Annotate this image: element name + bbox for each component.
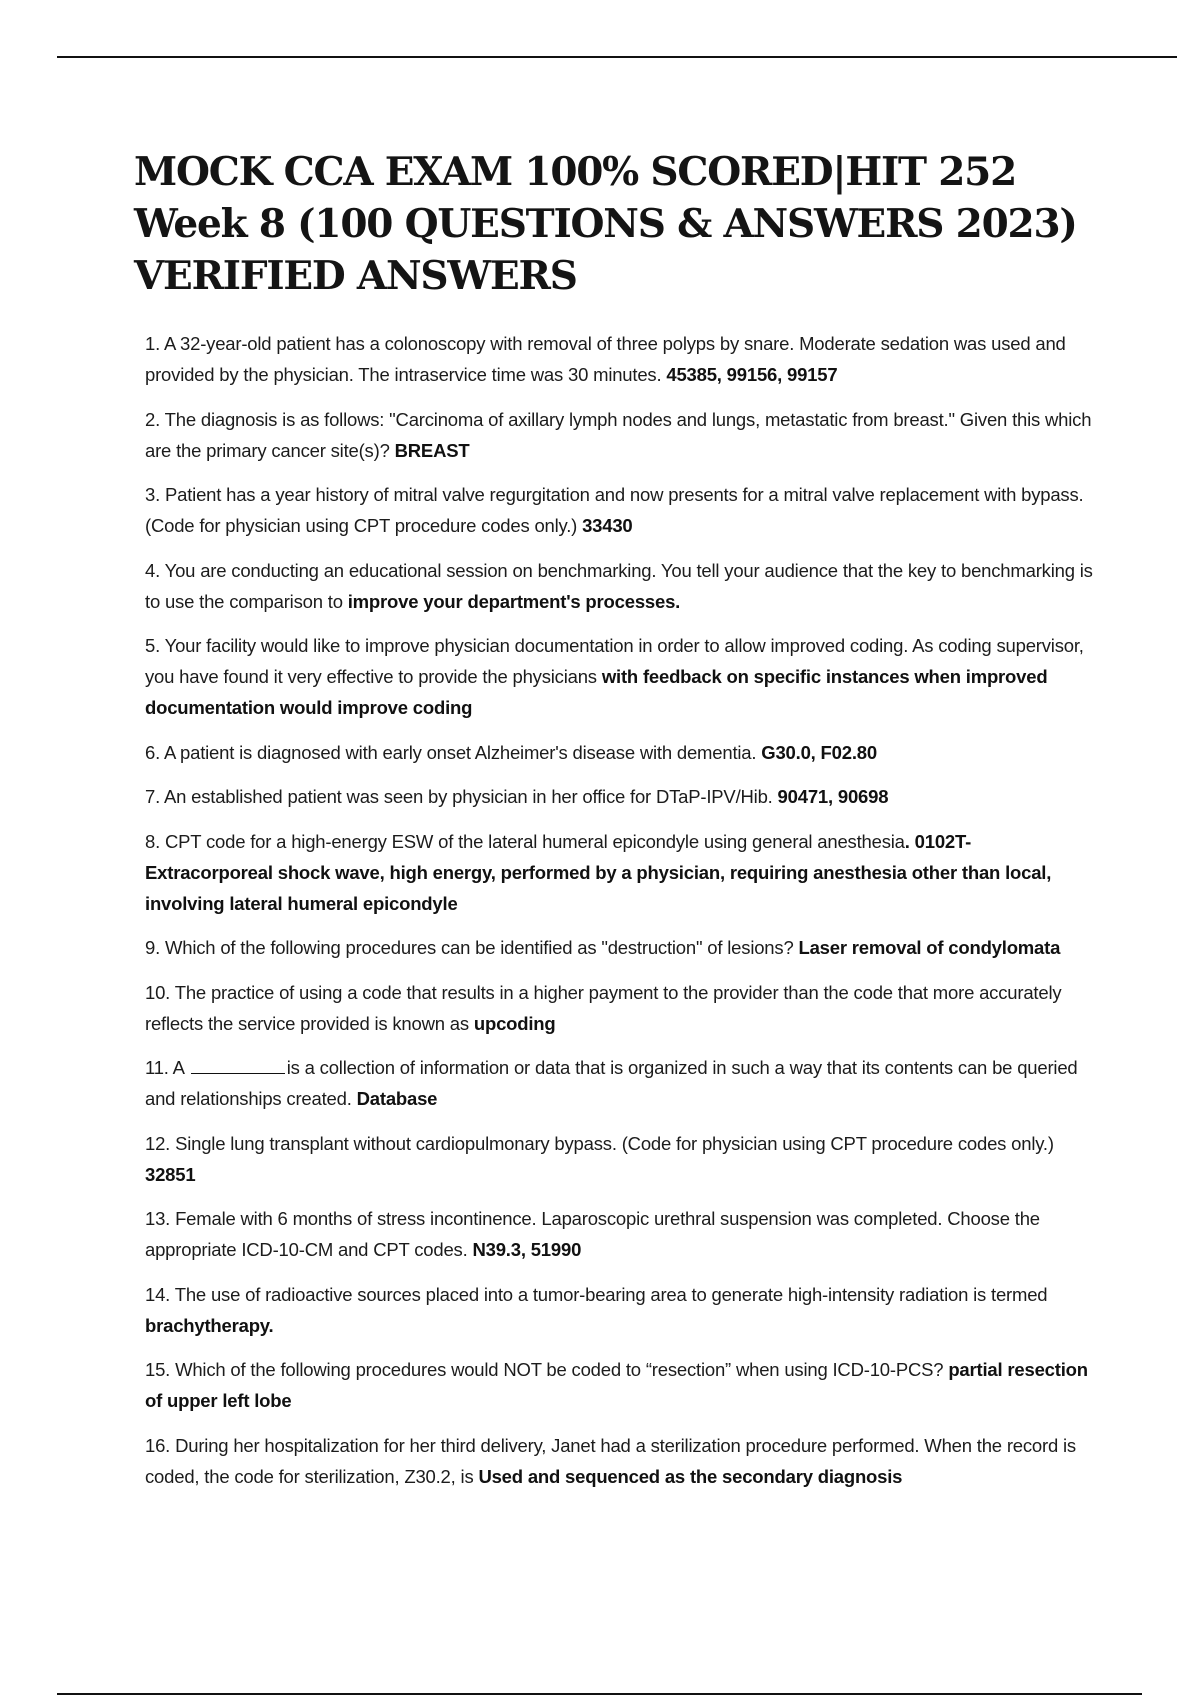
question-number: 6.	[145, 741, 161, 763]
question-13	[145, 1203, 1095, 1265]
question-text: The practice of using a code that results in a higher payment to the provider than the code that more accurately reflects the service provided is known as	[145, 981, 1062, 1034]
question-1	[145, 328, 1095, 390]
question-number: 5.	[145, 635, 161, 656]
question-number: 12.	[145, 1132, 171, 1154]
question-number: 15.	[145, 1359, 171, 1380]
question-number: 3.	[145, 484, 161, 505]
question-text: An established patient was seen by physician in her office for DTaP-IPV/Hib.	[163, 786, 778, 807]
question-number: 7.	[145, 786, 161, 807]
question-answer: improve your department's processes.	[347, 590, 681, 612]
question-answer: upcoding	[473, 1012, 556, 1034]
question-answer: N39.3, 51990	[472, 1239, 582, 1260]
question-text: The use of radioactive sources placed into a tumor-bearing area to generate high-intensity radiation is termed	[174, 1283, 1048, 1305]
question-11	[145, 1052, 1095, 1114]
question-answer: brachytherapy.	[145, 1314, 274, 1336]
bottom-divider	[57, 1693, 1142, 1695]
question-list	[145, 328, 1095, 1505]
question-number: 2.	[145, 408, 161, 430]
document-title: MOCK CCA EXAM 100% SCORED|HIT 252 Week 8 (100 QUESTIONS & ANSWERS 2023) VERIFIED ANSWERS	[134, 149, 1077, 299]
question-answer: . 0102T- Extracorporeal shock wave, high energy, performed by a physician, requiring anesthesia other than local, involving lateral humeral epicondyle	[145, 830, 1052, 914]
question-number: 9.	[145, 937, 161, 958]
question-answer: 90471, 90698	[777, 786, 889, 807]
question-answer: Used and sequenced as the secondary diagnosis	[478, 1465, 903, 1487]
question-answer: with feedback on specific instances when improved documentation would improve coding	[145, 666, 1048, 718]
question-number: 8.	[145, 830, 161, 852]
question-text: A patient is diagnosed with early onset Alzheimer's disease with dementia.	[163, 741, 762, 763]
question-text: CPT code for a high-energy ESW of the lateral humeral epicondyle using general anesthesia	[164, 830, 905, 852]
question-answer: partial resection of upper left lobe	[145, 1359, 1088, 1411]
question-answer: 45385, 99156, 99157	[666, 364, 838, 385]
question-16	[145, 1430, 1095, 1492]
question-text: Single lung transplant without cardiopulmonary bypass. (Code for physician using CPT procedure codes only.)	[175, 1132, 1054, 1154]
question-number: 16.	[145, 1434, 171, 1456]
question-number: 1.	[145, 333, 161, 354]
question-text: Which of the following procedures would NOT be coded to “resection” when using ICD-10-PCS?	[175, 1359, 949, 1380]
question-number: 14.	[145, 1283, 171, 1305]
question-text: is a collection of information or data that is organized in such a way that its contents can be queried and relationships created.	[145, 1057, 1078, 1109]
question-text: Which of the following procedures can be identified as "destruction" of lesions?	[164, 937, 799, 958]
question-3	[145, 479, 1095, 541]
question-text: A 32-year-old patient has a colonoscopy with removal of three polyps by snare. Moderate sedation was used and provided by the physician. The intraservice time was 30 minutes.	[145, 333, 1066, 385]
question-text: Female with 6 months of stress incontinence. Laparoscopic urethral suspension was completed. Choose the appropriate ICD-10-CM and CPT codes.	[145, 1208, 1040, 1260]
question-answer: Database	[356, 1088, 438, 1109]
question-text: The diagnosis is as follows: "Carcinoma of axillary lymph nodes and lungs, metastatic from breast." Given this which are the primary cancer site(s)?	[145, 408, 1092, 461]
question-number: 13.	[145, 1208, 171, 1229]
top-divider	[57, 56, 1177, 58]
question-2	[145, 404, 1095, 466]
question-answer: Laser removal of condylomata	[798, 937, 1061, 958]
question-7	[145, 781, 1095, 812]
question-8	[145, 826, 1095, 919]
question-10	[145, 977, 1095, 1039]
question-number: 11.	[145, 1057, 169, 1078]
question-6	[145, 737, 1095, 768]
question-answer: BREAST	[394, 439, 470, 461]
question-number: 4.	[145, 559, 161, 581]
question-text: During her hospitalization for her third delivery, Janet had a sterilization procedure performed. When the record is coded, the code for sterilization, Z30.2, is	[145, 1434, 1076, 1487]
question-9	[145, 932, 1095, 963]
question-5	[145, 630, 1095, 723]
question-4	[145, 555, 1095, 617]
fill-in-blank-line	[191, 1071, 285, 1074]
question-15	[145, 1354, 1095, 1416]
question-number: 10.	[145, 981, 171, 1003]
question-answer: 32851	[145, 1163, 196, 1185]
question-text-before-blank: A	[172, 1057, 189, 1078]
question-text: Patient has a year history of mitral valve regurgitation and now presents for a mitral valve replacement with bypass. (Code for physician using CPT procedure codes only.)	[145, 484, 1084, 536]
question-14	[145, 1279, 1095, 1341]
question-12	[145, 1128, 1095, 1190]
question-answer: 33430	[582, 515, 633, 536]
question-text: You are conducting an educational session on benchmarking. You tell your audience that the key to benchmarking is to use the comparison to	[145, 559, 1093, 612]
question-text: Your facility would like to improve physician documentation in order to allow improved coding. As coding supervisor, you have found it very effective to provide the physicians	[145, 635, 1084, 687]
question-answer: G30.0, F02.80	[761, 741, 877, 763]
